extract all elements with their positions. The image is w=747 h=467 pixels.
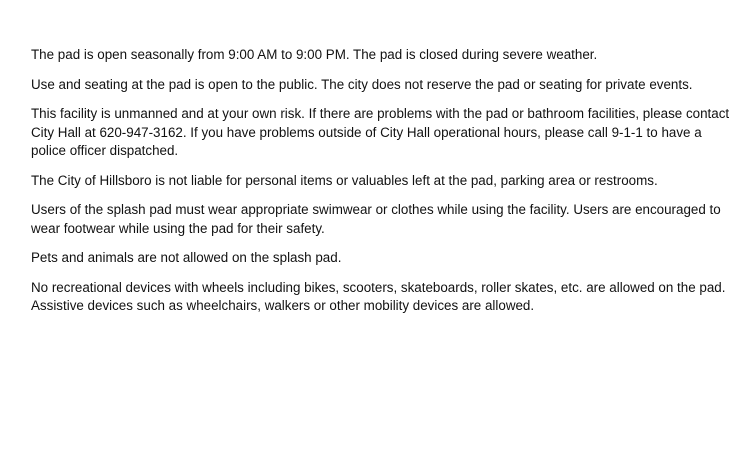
rule-no-pets: Pets and animals are not allowed on the splash pad. bbox=[31, 250, 342, 265]
rule-liability: The City of Hillsboro is not liable for personal items or valuables left at the pad, parking area or restrooms. bbox=[31, 172, 658, 188]
rule-no-wheels: No recreational devices with wheels including bikes, scooters, skateboards, roller skates, etc. are allowed on the pad. Assistive devices such as wheelchairs, walkers or other mobility devices are allowed. bbox=[31, 279, 726, 313]
rule-unmanned-contact: This facility is unmanned and at your own risk. If there are problems with the pad or bathroom facilities, please contact City Hall at 620-947-3162. If you have problems outside of City Hall operational hours, please call 9-1-1 to have a police officer dispatched. bbox=[31, 106, 730, 158]
splash-pad-rules-document bbox=[31, 46, 731, 327]
rule-attire: Users of the splash pad must wear appropriate swimwear or clothes while using the facility. Users are encouraged to wear footwear while using the pad for their safety. bbox=[31, 202, 721, 236]
rule-hours: The pad is open seasonally from 9:00 AM to 9:00 PM. The pad is closed during severe weather. bbox=[31, 47, 598, 62]
rule-public-use: Use and seating at the pad is open to the public. The city does not reserve the pad or seating for private events. bbox=[31, 76, 693, 92]
